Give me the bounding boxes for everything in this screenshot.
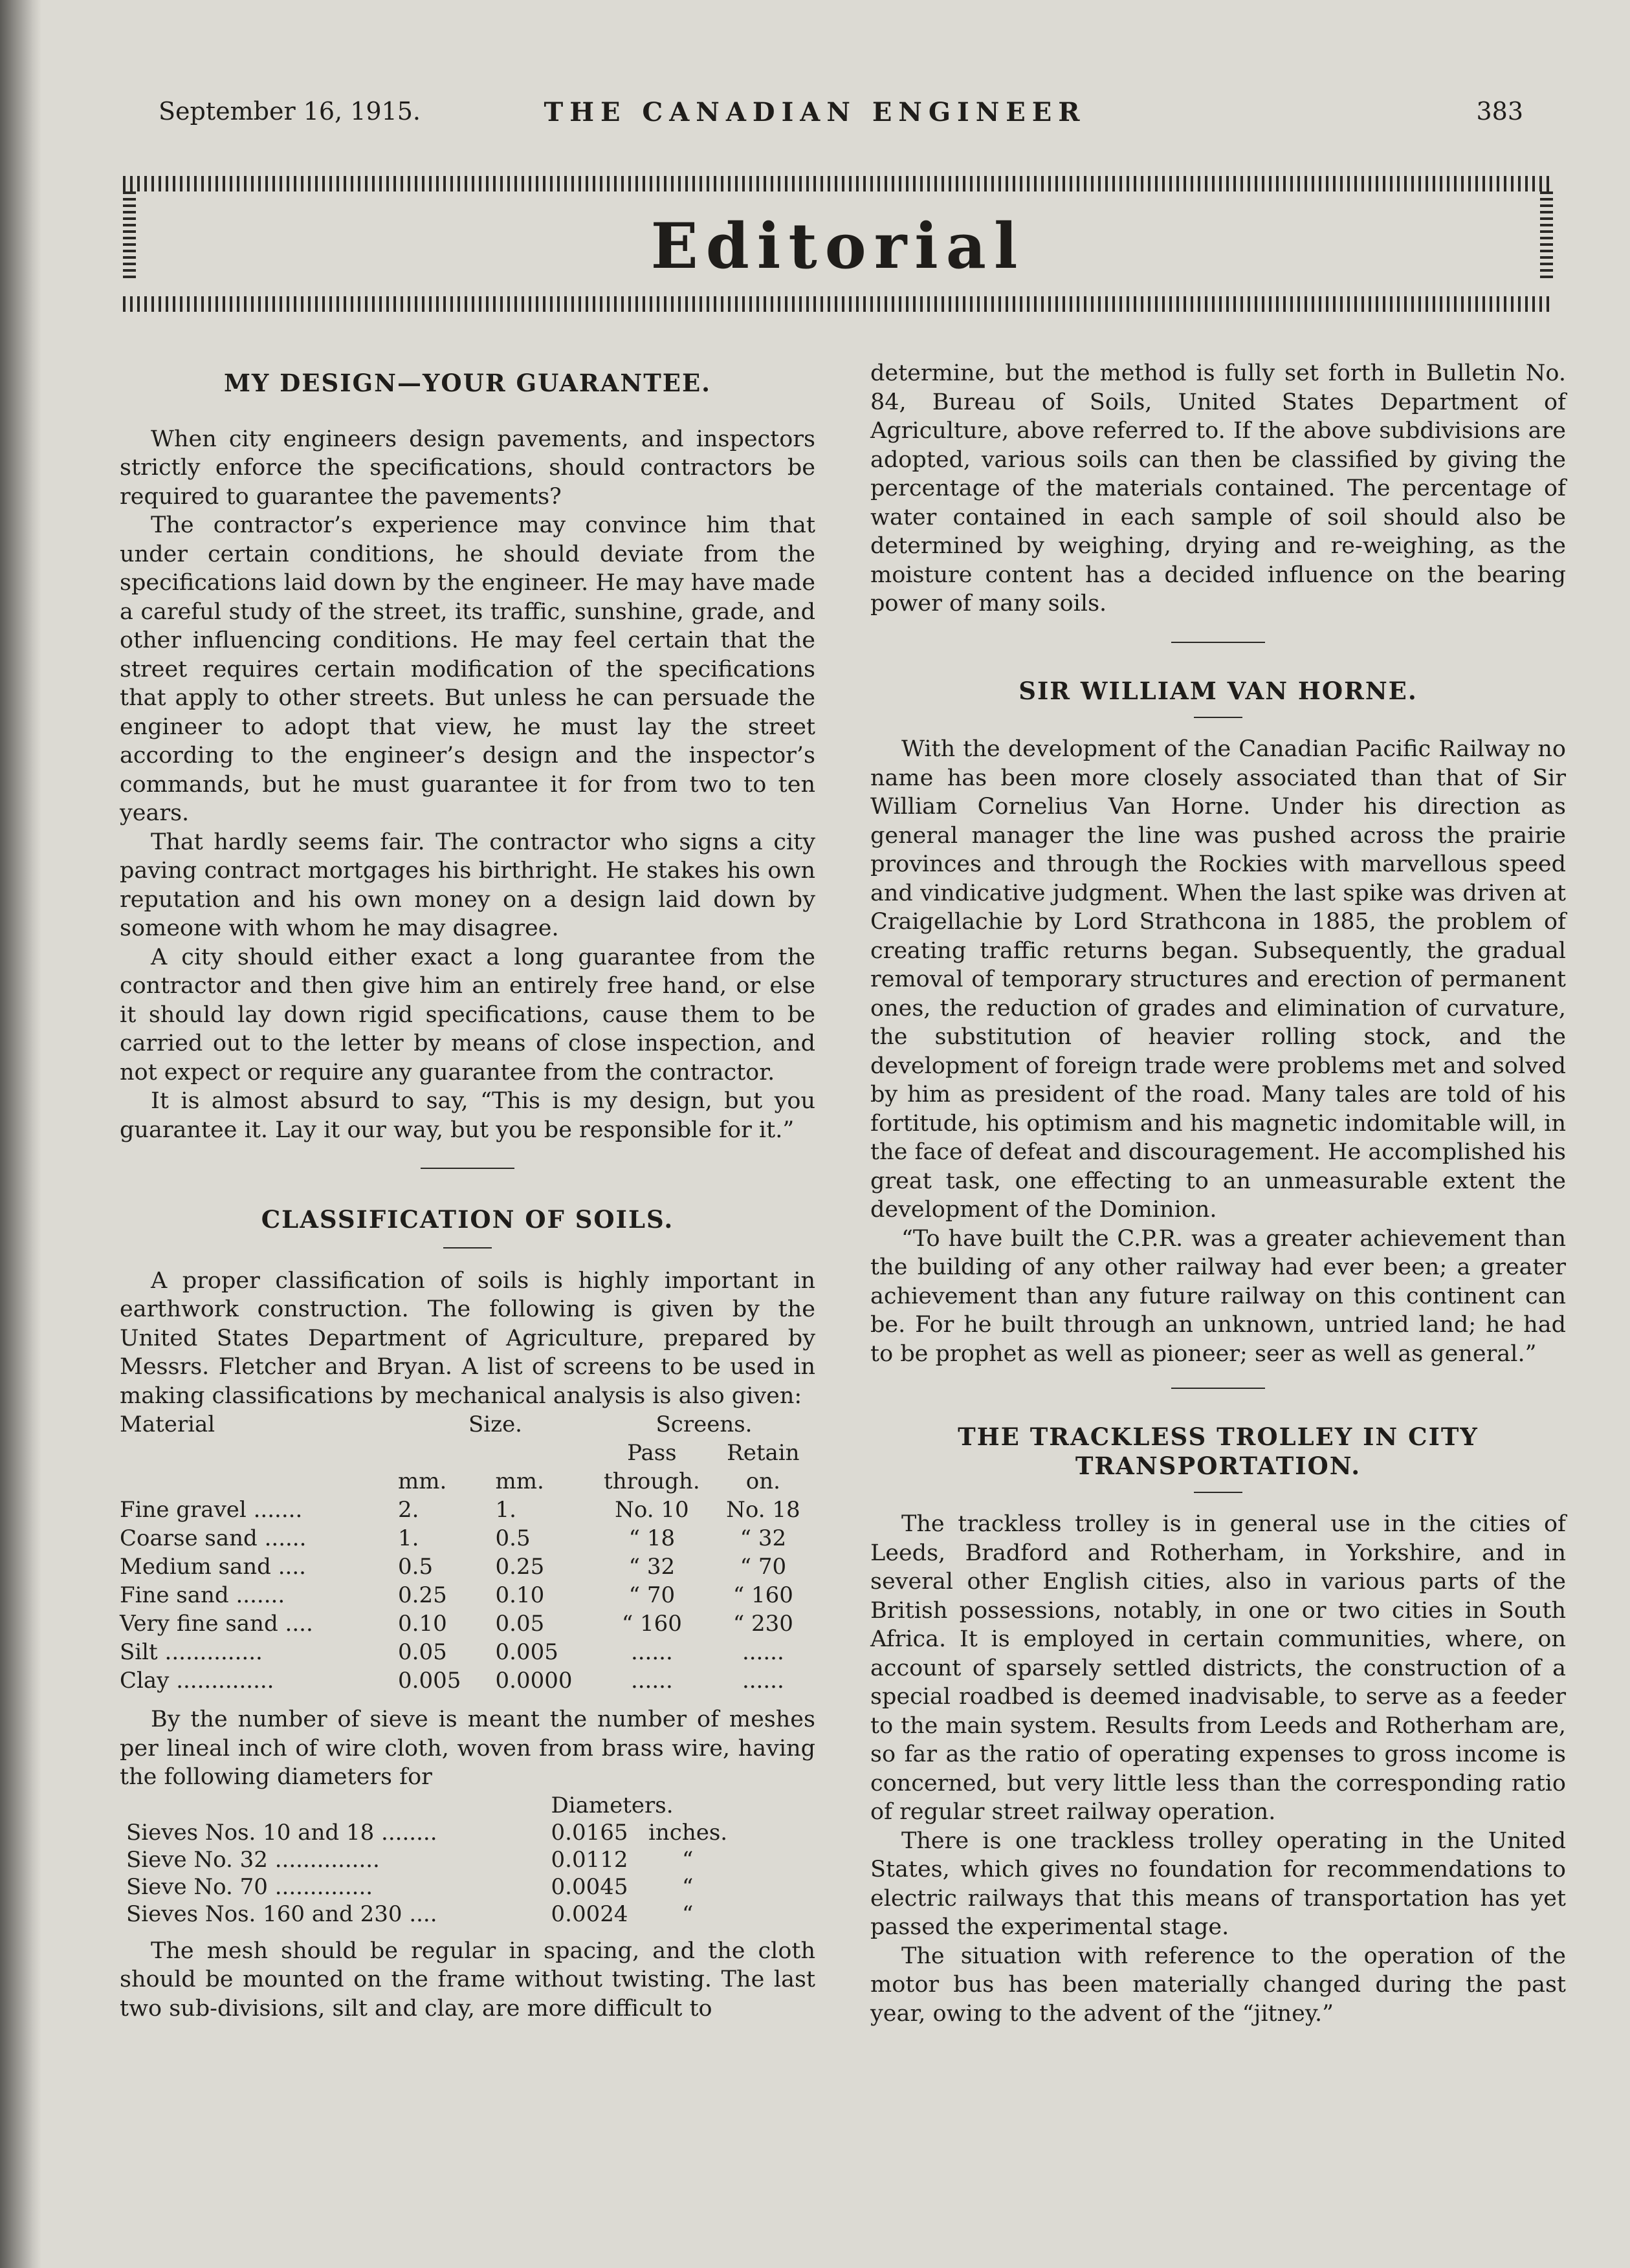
retain-cell: “ 70 [740, 1554, 787, 1580]
size-cell: 1. [398, 1525, 419, 1551]
soil-classification-table [120, 1410, 815, 1695]
size-cell: 0.25 [495, 1554, 545, 1580]
table-row [120, 1553, 815, 1581]
table-row [120, 1901, 815, 1928]
issue-date: September 16, 1915. [159, 97, 421, 125]
diameter-cell: 0.0165 [551, 1819, 628, 1846]
leader-dots: ....... [253, 1497, 303, 1523]
pass-cell: ...... [630, 1668, 673, 1694]
article-heading-trolley [870, 1423, 1566, 1480]
column-header-diameters: Diameters. [551, 1792, 674, 1818]
banner-bottom-border [123, 296, 1553, 312]
table-header-row [120, 1410, 815, 1439]
table-header-row [120, 1792, 815, 1819]
heading-line: TRANSPORTATION. [1075, 1451, 1361, 1480]
paragraph: The trackless trolley is in general use in the cities of Leeds, Bradford and Rotherham, in Yorkshire, and in several other English cities, also in various parts of the British possessions, notably, in one or two cities in South Africa. It is employed in certain communities, where, on account of sparsely settled districts, the construction of a special roadbed is deemed inadvisable, to serve as a feeder to the main system. Results from Leeds and Rotherham are, so far as the ratio of operating expenses to gross income is concerned, but very little less than the corresponding ratio of regular street railway operation. [870, 1511, 1566, 1825]
paragraph: The contractor’s experience may convince him that under certain conditions, he should deviate from the specifications laid down by the engineer. He may have made a careful study of the street, its traffic, sunshine, grade, and other influencing conditions. He may feel certain that the street requires certain modification of the specifications that apply to other streets. But unless he can persuade the engineer to adopt that view, he must lay the street according to the engineer’s design and the inspector’s commands, but he must guarantee it for from two to ten years. [120, 512, 815, 826]
paragraph: A city should either exact a long guarantee from the contractor and then give him an entirely free hand, or else it should lay down rigid specifications, cause them to be carried out to the letter by means of close inspection, and not expect or require any guarantee from the contractor. [120, 944, 815, 1085]
retain-cell: “ 230 [732, 1611, 793, 1637]
page-number: 383 [1476, 97, 1523, 125]
right-column [870, 359, 1566, 2028]
retain-cell: “ 32 [740, 1525, 787, 1551]
material-name: Clay [120, 1668, 170, 1694]
leader-dots: .... [409, 1901, 437, 1927]
retain-cell: No. 18 [726, 1497, 800, 1523]
editorial-banner [123, 176, 1553, 312]
table-header-row [120, 1467, 815, 1496]
size-cell: 0.005 [495, 1639, 558, 1665]
table-row [120, 1873, 815, 1901]
column-header-size: Size. [468, 1412, 522, 1437]
paragraph: By the number of sieve is meant the number of meshes per lineal inch of wire cloth, woven from brass wire, having the following diameters for [120, 1706, 815, 1790]
sieve-label: Sieve No. 70 [126, 1873, 268, 1900]
table-row [120, 1666, 815, 1695]
paragraph: When city engineers design pavements, and inspectors strictly enforce the specifications, should contractors be required to guarantee the pavements? [120, 426, 815, 510]
article-heading-soils: CLASSIFICATION OF SOILS. [261, 1205, 674, 1234]
leader-dots: .... [278, 1554, 306, 1580]
paragraph: There is one trackless trolley operating in the United States, which gives no foundation for recommendations to electric railways that this means of transportation has yet passed the experimental stage. [870, 1827, 1566, 1940]
pass-cell: “ 18 [628, 1525, 676, 1551]
leader-dots: ...... [264, 1525, 307, 1551]
paragraph: That hardly seems fair. The contractor who signs a city paving contract mortgages his birthright. He stakes his own reputation and his own money on a design laid down by someone with whom he may disagree. [120, 829, 815, 941]
leader-dots: ............... [274, 1846, 380, 1873]
sieve-label: Sieves Nos. 10 and 18 [126, 1819, 375, 1846]
paragraph: A proper classification of soils is highly important in earthwork construction. The following is given by the United States Department of Agriculture, prepared by Messrs. Fletcher and Bryan. A list of screens to be used in making classifications by mechanical analysis is also given: [120, 1267, 815, 1409]
material-name: Fine sand [120, 1582, 229, 1608]
size-cell: 0.25 [398, 1582, 447, 1608]
leader-dots: .............. [274, 1873, 373, 1900]
unit-cell: “ [682, 1901, 694, 1927]
sieve-diameter-table [120, 1792, 815, 1928]
retain-cell: ...... [742, 1668, 784, 1694]
pass-cell: “ 70 [628, 1582, 676, 1608]
paragraph: It is almost absurd to say, “This is my design, but you guarantee it. Lay it our way, but you be responsible for it.” [120, 1088, 815, 1143]
table-row [120, 1581, 815, 1609]
table-header-row [120, 1439, 815, 1467]
retain-cell: ...... [742, 1639, 784, 1665]
table-row [120, 1819, 815, 1846]
paragraph: The mesh should be regular in spacing, and the cloth should be mounted on the frame without twisting. The last two sub-divisions, silt and clay, are more difficult to [120, 1937, 815, 2022]
column-header-on: on. [745, 1468, 780, 1494]
table-row [120, 1609, 815, 1638]
banner-title: Editorial [650, 210, 1026, 283]
retain-cell: “ 160 [732, 1582, 793, 1608]
size-cell: 0.10 [398, 1611, 447, 1637]
unit-cell: “ [682, 1873, 694, 1900]
table-row [120, 1496, 815, 1524]
column-header-pass: Pass [627, 1440, 677, 1466]
sieve-label: Sieves Nos. 160 and 230 [126, 1901, 402, 1927]
leader-dots: .............. [176, 1668, 274, 1694]
leader-dots: ....... [236, 1582, 285, 1608]
leader-dots: ........ [381, 1819, 437, 1846]
size-cell: 0.05 [398, 1639, 447, 1665]
paragraph: “To have built the C.P.R. was a greater achievement than the building of any other railway had ever been; a greater achievement than any future railway on this continent can be. For he built through an unknown, untried land; he had to be prophet as well as pioneer; seer as well as general.” [870, 1225, 1566, 1367]
pass-cell: No. 10 [615, 1497, 689, 1523]
table-row [120, 1524, 815, 1553]
column-header-retain: Retain [727, 1440, 800, 1466]
size-cell: 0.0000 [495, 1668, 573, 1694]
size-cell: 2. [398, 1497, 419, 1523]
diameter-cell: 0.0045 [551, 1873, 628, 1900]
leader-dots: .... [285, 1611, 313, 1637]
pass-cell: “ 32 [628, 1554, 676, 1580]
paragraph: With the development of the Canadian Pacific Railway no name has been more closely associated than that of Sir William Cornelius Van Horne. Under his direction as general manager the line was pushed across the prairie provinces and through the Rockies with marvellous speed and vindicative judgment. When the last spike was driven at Craigellachie by Lord Strathcona in 1885, the problem of creating traffic returns began. Subsequently, the gradual removal of temporary structures and erection of permanent ones, the reduction of grades and elimination of curvature, the substitution of heavier rolling stock, and the development of foreign trade were problems met and solved by him as president of the road. Many tales are told of his fortitude, his optimism and his magnetic indomitable will, in the face of defeat and discouragement. He accomplished his great task, one effecting to an unmeasurable extent the development of the Dominion. [870, 736, 1566, 1223]
journal-title: THE CANADIAN ENGINEER [544, 97, 1086, 127]
paragraph-continued: determine, but the method is fully set forth in Bulletin No. 84, Bureau of Soils, United States Department of Agriculture, above referred to. If the above subdivisions are adopted, various soils can then be classified by giving the percentage of the materials contained. The percentage of water contained in each sample of soil should also be determined by weighing, drying and re-weighing, as the moisture content has a decided influence on the bearing power of many soils. [870, 360, 1566, 616]
table-row [120, 1846, 815, 1873]
material-name: Very fine sand [120, 1611, 278, 1637]
material-name: Silt [120, 1639, 158, 1665]
column-header-screens: Screens. [655, 1412, 753, 1437]
size-cell: 0.5 [495, 1525, 531, 1551]
pass-cell: “ 160 [621, 1611, 682, 1637]
sieve-label: Sieve No. 32 [126, 1846, 268, 1873]
diameter-cell: 0.0112 [551, 1846, 628, 1873]
article-heading-guarantee: MY DESIGN—YOUR GUARANTEE. [223, 369, 712, 397]
column-header-mm: mm. [398, 1468, 447, 1494]
size-cell: 0.005 [398, 1668, 461, 1694]
material-name: Medium sand [120, 1554, 271, 1580]
heading-line: THE TRACKLESS TROLLEY IN CITY [958, 1423, 1479, 1451]
material-name: Coarse sand [120, 1525, 258, 1551]
paragraph: The situation with reference to the operation of the motor bus has been materially changed during the past year, owing to the advent of the “jitney.” [870, 1943, 1566, 2027]
article-heading-van-horne: SIR WILLIAM VAN HORNE. [1019, 676, 1418, 705]
table-row [120, 1638, 815, 1666]
column-header-material: Material [120, 1412, 215, 1437]
left-column [120, 369, 815, 2023]
column-header-through: through. [604, 1468, 700, 1494]
leader-dots: .............. [164, 1639, 263, 1665]
size-cell: 0.10 [495, 1582, 545, 1608]
pass-cell: ...... [630, 1639, 673, 1665]
size-cell: 0.05 [495, 1611, 545, 1637]
diameter-cell: 0.0024 [551, 1901, 628, 1927]
banner-top-border [123, 176, 1553, 191]
unit-cell: inches. [648, 1819, 728, 1846]
size-cell: 1. [495, 1497, 516, 1523]
column-header-mm: mm. [495, 1468, 544, 1494]
unit-cell: “ [682, 1846, 694, 1873]
size-cell: 0.5 [398, 1554, 434, 1580]
material-name: Fine gravel [120, 1497, 247, 1523]
